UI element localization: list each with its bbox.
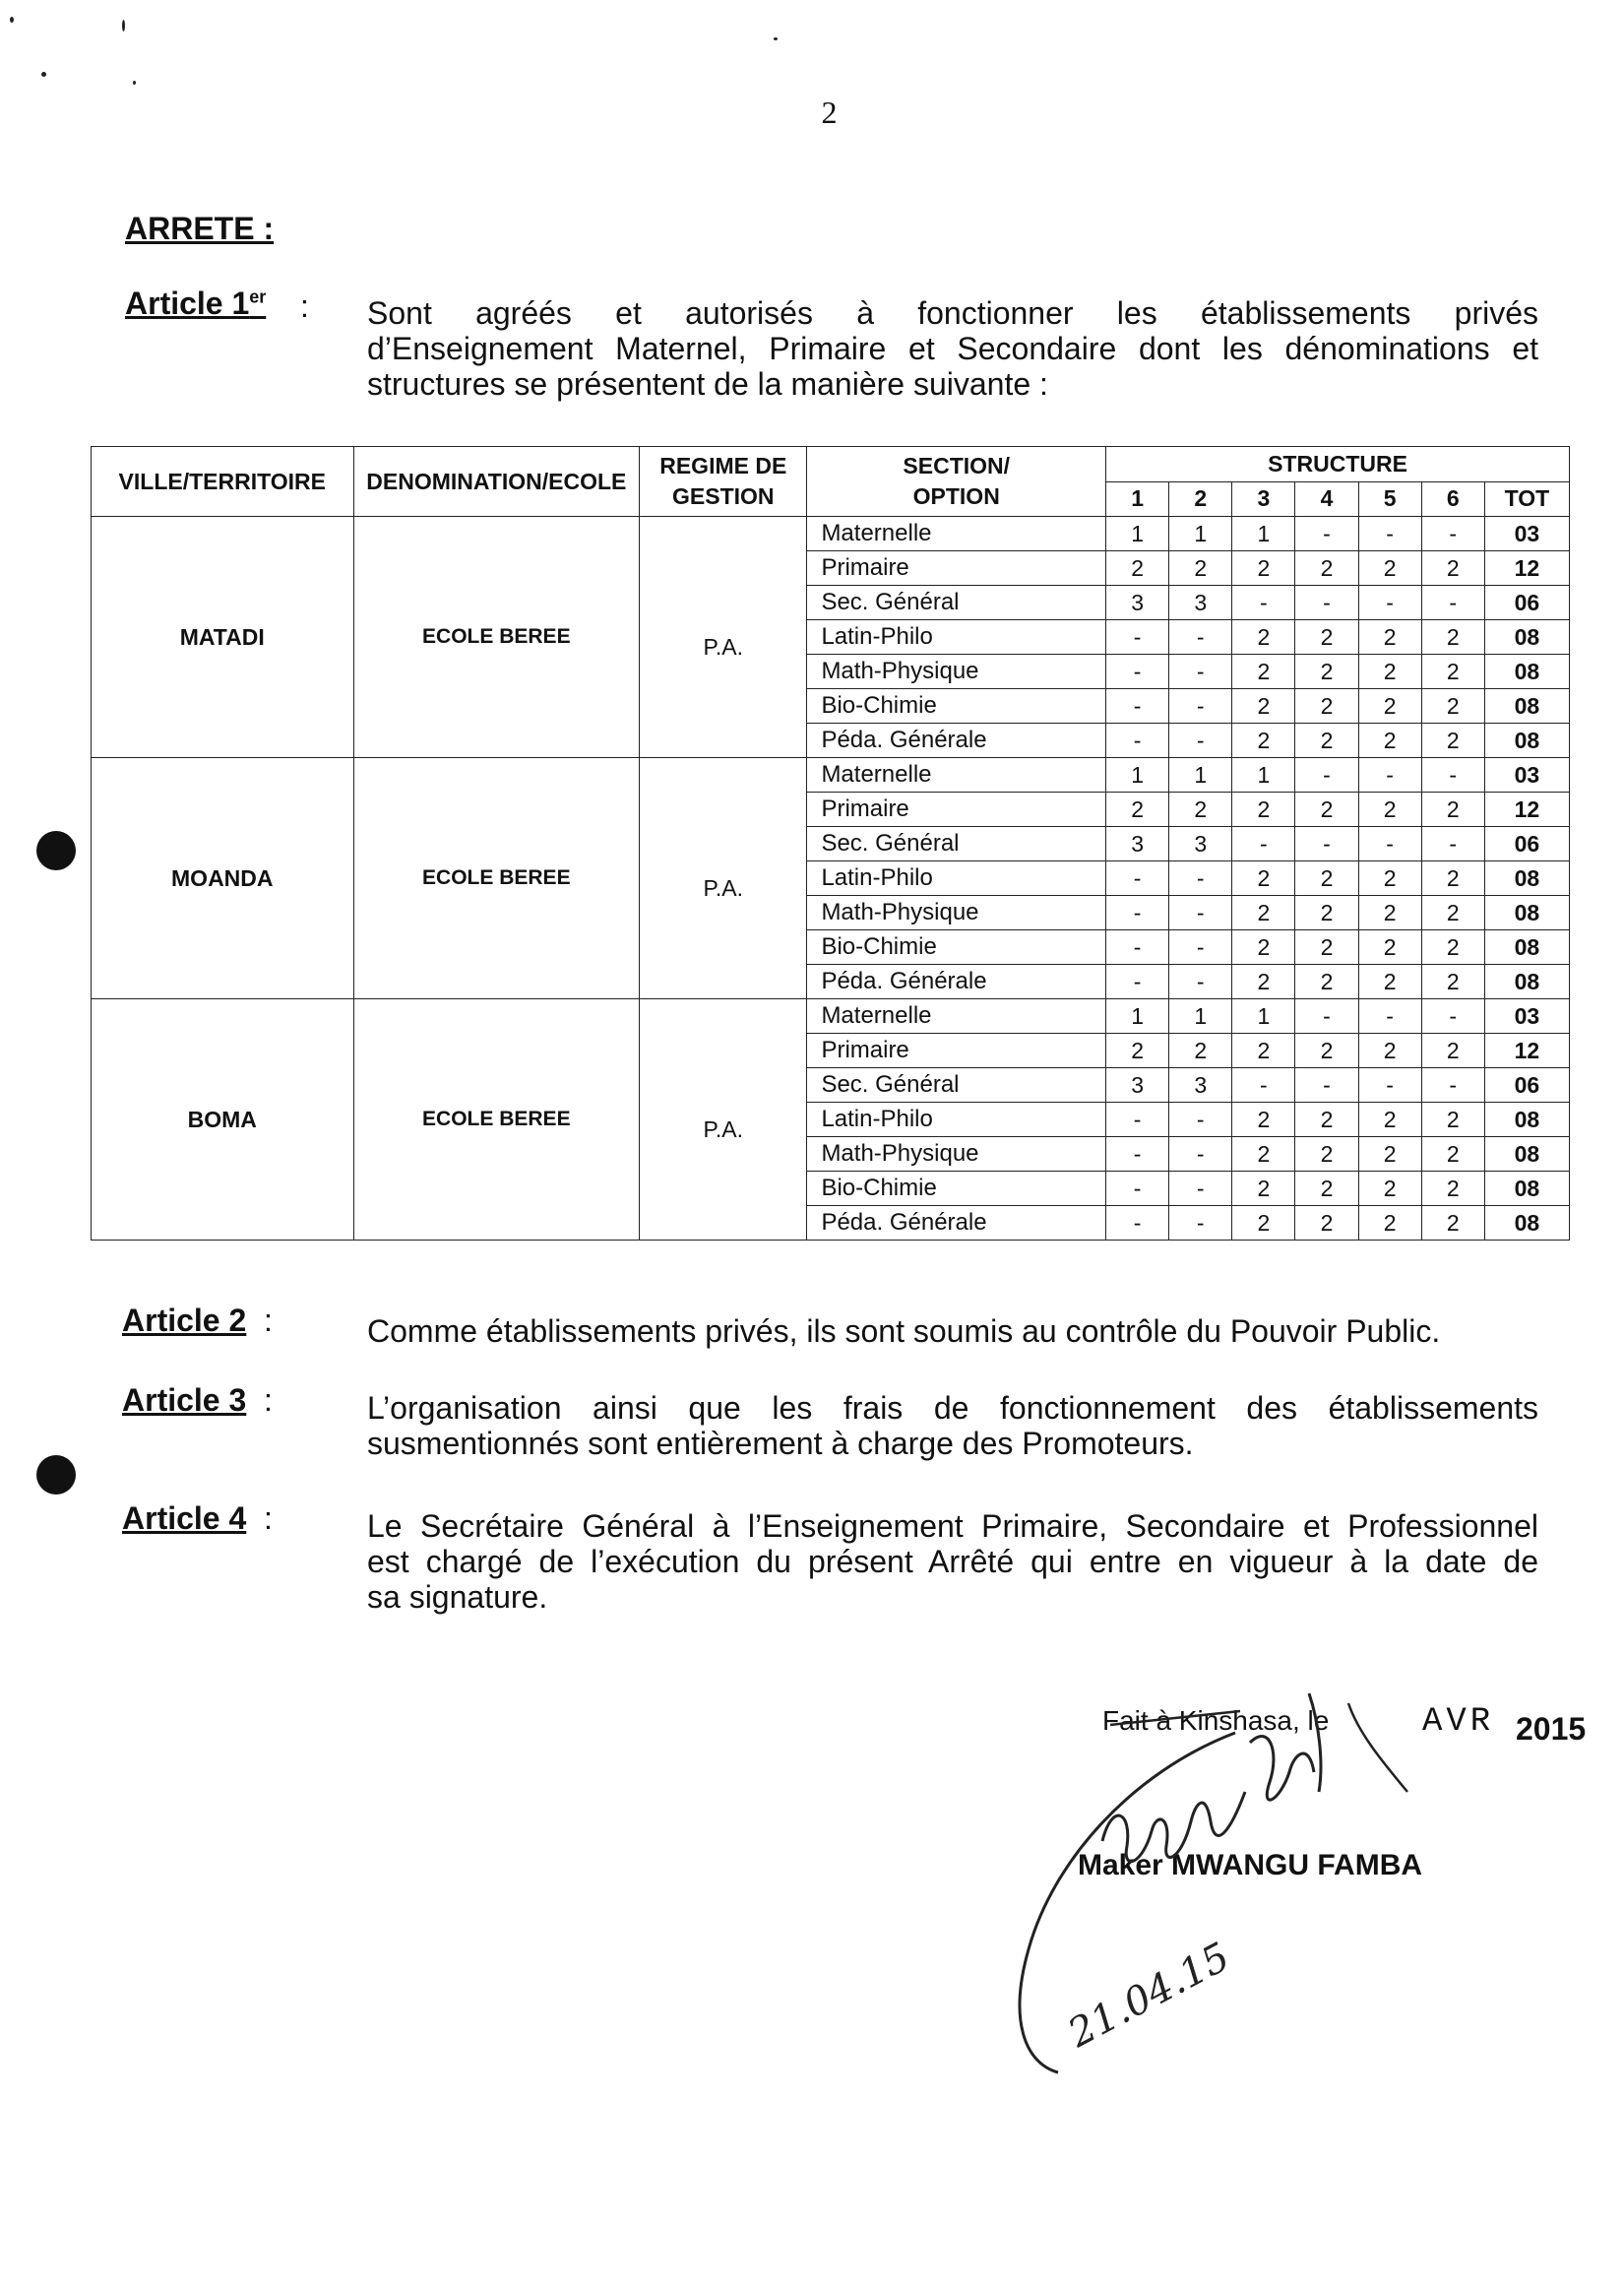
section-cell: Primaire [807,1034,1106,1068]
grade-cell: 2 [1358,655,1421,689]
section-cell: Primaire [807,551,1106,586]
grade-cell: 2 [1358,620,1421,655]
total-cell: 12 [1484,793,1569,827]
header-grade: 4 [1295,481,1358,517]
article-1-label-text: Article 1 [125,286,250,321]
grade-cell: - [1421,999,1484,1034]
header-structure: STRUCTURE [1106,447,1570,482]
grade-cell: 2 [1421,861,1484,896]
grade-cell: - [1169,1137,1232,1172]
article-3-label: Article 3 [122,1382,247,1418]
grade-cell: - [1169,1206,1232,1241]
grade-cell: 1 [1232,999,1295,1034]
total-cell: 08 [1484,896,1569,930]
grade-cell: - [1106,689,1169,724]
grade-cell: 2 [1295,965,1358,999]
total-cell: 12 [1484,1034,1569,1068]
section-cell: Péda. Générale [807,724,1106,758]
total-cell: 08 [1484,965,1569,999]
grade-cell: - [1232,586,1295,620]
city-cell: MATADI [92,517,354,758]
section-cell: Sec. Général [807,1068,1106,1103]
total-cell: 08 [1484,930,1569,965]
grade-cell: 2 [1232,896,1295,930]
header-grade: 3 [1232,481,1295,517]
header-grade: 5 [1358,481,1421,517]
grade-cell: 3 [1169,1068,1232,1103]
grade-cell: 1 [1106,999,1169,1034]
header-grade: 2 [1169,481,1232,517]
section-cell: Maternelle [807,758,1106,793]
grade-cell: 2 [1421,793,1484,827]
school-cell: ECOLE BEREE [353,999,640,1241]
grade-cell: - [1295,758,1358,793]
date-stamp: AVR [1422,1703,1495,1741]
article-1-line: structures se présentent de la manière suivante : [367,366,1048,402]
grade-cell: 2 [1358,930,1421,965]
grade-cell: 2 [1421,620,1484,655]
grade-cell: - [1169,655,1232,689]
grade-cell: - [1358,1068,1421,1103]
grade-cell: 2 [1421,689,1484,724]
grade-cell: 2 [1295,620,1358,655]
grade-cell: 2 [1232,689,1295,724]
punch-hole [36,831,76,870]
structure-table [91,446,1570,1241]
grade-cell: 2 [1358,1206,1421,1241]
grade-cell: 2 [1358,965,1421,999]
grade-cell: - [1106,896,1169,930]
grade-cell: 1 [1169,758,1232,793]
article-3-colon: : [264,1382,273,1418]
grade-cell: - [1106,861,1169,896]
grade-cell: - [1358,827,1421,861]
grade-cell: 2 [1295,551,1358,586]
grade-cell: 2 [1295,793,1358,827]
total-cell: 08 [1484,861,1569,896]
total-cell: 06 [1484,827,1569,861]
grade-cell: 2 [1421,930,1484,965]
grade-cell: 2 [1421,1206,1484,1241]
header-regime-line: GESTION [672,483,775,509]
header-grade: 1 [1106,481,1169,517]
header-school: DENOMINATION/ECOLE [353,447,640,517]
article-1-text [367,295,1538,402]
grade-cell: - [1232,1068,1295,1103]
grade-cell: 1 [1232,517,1295,551]
scan-speck [774,37,778,40]
grade-cell: 2 [1295,1137,1358,1172]
grade-cell: 2 [1295,1034,1358,1068]
signature-block [984,1684,1614,2097]
section-cell: Bio-Chimie [807,930,1106,965]
grade-cell: - [1358,999,1421,1034]
total-cell: 03 [1484,517,1569,551]
article-3-line: L’organisation ainsi que les frais de fonctionnement des établissements [367,1390,1538,1426]
article-2-text [367,1313,1538,1349]
grade-cell: 2 [1106,1034,1169,1068]
grade-cell: - [1295,586,1358,620]
grade-cell: - [1295,999,1358,1034]
scan-speck [122,20,125,32]
total-cell: 12 [1484,551,1569,586]
section-cell: Bio-Chimie [807,689,1106,724]
school-cell: ECOLE BEREE [353,517,640,758]
grade-cell: 2 [1358,861,1421,896]
total-cell: 03 [1484,999,1569,1034]
section-cell: Math-Physique [807,896,1106,930]
grade-cell: 2 [1295,1172,1358,1206]
grade-cell: 2 [1232,1034,1295,1068]
grade-cell: 1 [1169,517,1232,551]
grade-cell: 2 [1232,1172,1295,1206]
grade-cell: 2 [1232,724,1295,758]
total-cell: 03 [1484,758,1569,793]
regime-cell: P.A. [640,999,807,1241]
article-2-line: Comme établissements privés, ils sont soumis au contrôle du Pouvoir Public. [367,1313,1441,1349]
grade-cell: 2 [1358,689,1421,724]
grade-cell: 3 [1106,827,1169,861]
article-1-line: Sont agréés et autorisés à fonctionner les établissements privés [367,295,1538,331]
city-cell: MOANDA [92,758,354,999]
article-4-text [367,1508,1538,1615]
total-cell: 08 [1484,1103,1569,1137]
handwritten-signature [984,1684,1614,2097]
grade-cell: 3 [1169,827,1232,861]
article-4-colon: : [264,1500,273,1536]
total-cell: 06 [1484,586,1569,620]
grade-cell: 2 [1421,1103,1484,1137]
grade-cell: 2 [1421,1172,1484,1206]
grade-cell: - [1106,930,1169,965]
header-section-line: SECTION/ [903,453,1011,478]
total-cell: 08 [1484,620,1569,655]
article-1-line: d’Enseignement Maternel, Primaire et Secondaire dont les dénominations et [367,331,1538,366]
article-4-line: est chargé de l’exécution du présent Arrêté qui entre en vigueur à la date de [367,1544,1538,1579]
table-row [92,999,1570,1034]
grade-cell: 2 [1232,551,1295,586]
grade-cell: 2 [1421,896,1484,930]
article-4-label: Article 4 [122,1500,247,1536]
grade-cell: 2 [1169,793,1232,827]
date-year: 2015 [1516,1711,1587,1747]
article-2-label: Article 2 [122,1303,247,1338]
grade-cell: - [1295,517,1358,551]
grade-cell: - [1421,1068,1484,1103]
table-body [92,517,1570,1241]
section-cell: Maternelle [807,999,1106,1034]
grade-cell: 2 [1295,1103,1358,1137]
grade-cell: - [1169,930,1232,965]
article-3-text [367,1390,1538,1461]
grade-cell: 3 [1106,586,1169,620]
grade-cell: - [1106,1137,1169,1172]
total-cell: 08 [1484,689,1569,724]
grade-cell: 2 [1421,551,1484,586]
section-cell: Sec. Général [807,586,1106,620]
total-cell: 08 [1484,655,1569,689]
grade-cell: 3 [1169,586,1232,620]
section-cell: Maternelle [807,517,1106,551]
total-cell: 06 [1484,1068,1569,1103]
grade-cell: - [1169,689,1232,724]
signatory-name: Maker MWANGU FAMBA [1078,1849,1423,1881]
total-cell: 08 [1484,1206,1569,1241]
header-regime [640,447,807,517]
header-section-line: OPTION [912,483,1000,509]
grade-cell: 2 [1358,1172,1421,1206]
grade-cell: 2 [1358,724,1421,758]
grade-cell: - [1169,861,1232,896]
arrete-heading: ARRETE : [125,211,275,246]
grade-cell: 2 [1358,1137,1421,1172]
article-1-colon: : [300,288,309,324]
grade-cell: - [1169,965,1232,999]
grade-cell: 1 [1106,517,1169,551]
grade-cell: 3 [1106,1068,1169,1103]
grade-cell: - [1295,827,1358,861]
grade-cell: - [1358,586,1421,620]
grade-cell: 2 [1169,1034,1232,1068]
grade-cell: 2 [1295,896,1358,930]
scan-speck [41,72,46,77]
section-cell: Latin-Philo [807,620,1106,655]
grade-cell: 2 [1232,930,1295,965]
section-cell: Primaire [807,793,1106,827]
grade-cell: - [1421,586,1484,620]
section-cell: Latin-Philo [807,1103,1106,1137]
grade-cell: 2 [1295,724,1358,758]
grade-cell: - [1232,827,1295,861]
header-grade: TOT [1484,481,1569,517]
grade-cell: 2 [1358,896,1421,930]
section-cell: Sec. Général [807,827,1106,861]
grade-cell: - [1169,1172,1232,1206]
article-4-line: Le Secrétaire Général à l’Enseignement Primaire, Secondaire et Professionnel [367,1508,1538,1544]
scan-speck [133,81,136,85]
section-cell: Math-Physique [807,655,1106,689]
punch-hole [36,1455,76,1495]
grade-cell: 2 [1232,1103,1295,1137]
section-cell: Latin-Philo [807,861,1106,896]
grade-cell: 2 [1232,620,1295,655]
grade-cell: 2 [1232,1137,1295,1172]
table-row [92,758,1570,793]
grade-cell: 2 [1295,930,1358,965]
header-grade: 6 [1421,481,1484,517]
grade-cell: 2 [1421,1137,1484,1172]
regime-cell: P.A. [640,758,807,999]
grade-cell: - [1106,965,1169,999]
grade-cell: 2 [1106,551,1169,586]
grade-cell: 2 [1169,551,1232,586]
regime-cell: P.A. [640,517,807,758]
grade-cell: - [1106,620,1169,655]
grade-cell: 2 [1358,1103,1421,1137]
grade-cell: 1 [1232,758,1295,793]
scan-speck [10,17,14,23]
grade-cell: - [1421,827,1484,861]
grade-cell: - [1421,758,1484,793]
grade-cell: - [1169,1103,1232,1137]
grade-cell: 2 [1106,793,1169,827]
section-cell: Péda. Générale [807,965,1106,999]
svg-text:21.04.15: 21.04.15 [1061,1934,1237,2057]
section-cell: Math-Physique [807,1137,1106,1172]
city-cell: BOMA [92,999,354,1241]
total-cell: 08 [1484,1137,1569,1172]
grade-cell: - [1358,758,1421,793]
grade-cell: 2 [1421,1034,1484,1068]
grade-cell: 2 [1295,1206,1358,1241]
grade-cell: 2 [1295,655,1358,689]
section-cell: Bio-Chimie [807,1172,1106,1206]
grade-cell: - [1106,655,1169,689]
grade-cell: 2 [1358,793,1421,827]
grade-cell: - [1106,1103,1169,1137]
grade-cell: 2 [1421,965,1484,999]
place-date: Fait à Kinshasa, le [1102,1705,1330,1736]
article-1-label [125,286,266,322]
grade-cell: 1 [1106,758,1169,793]
grade-cell: 2 [1232,655,1295,689]
article-3-line: susmentionnés sont entièrement à charge des Promoteurs. [367,1426,1194,1461]
grade-cell: 2 [1295,689,1358,724]
grade-cell: - [1295,1068,1358,1103]
total-cell: 08 [1484,1172,1569,1206]
page-number: 2 [821,95,838,130]
grade-cell: 2 [1421,724,1484,758]
grade-cell: - [1106,724,1169,758]
school-cell: ECOLE BEREE [353,758,640,999]
grade-cell: 2 [1295,861,1358,896]
grade-cell: 2 [1358,551,1421,586]
total-cell: 08 [1484,724,1569,758]
header-regime-line: REGIME DE [659,453,787,478]
grade-cell: 2 [1358,1034,1421,1068]
grade-cell: 1 [1169,999,1232,1034]
article-1-label-sup: er [249,286,267,307]
grade-cell: - [1358,517,1421,551]
article-2-colon: : [264,1303,273,1338]
header-city: VILLE/TERRITOIRE [92,447,354,517]
grade-cell: - [1421,517,1484,551]
article-4-line: sa signature. [367,1579,548,1615]
grade-cell: - [1169,896,1232,930]
grade-cell: - [1106,1172,1169,1206]
grade-cell: 2 [1232,965,1295,999]
grade-cell: 2 [1232,1206,1295,1241]
section-cell: Péda. Générale [807,1206,1106,1241]
grade-cell: 2 [1232,861,1295,896]
grade-cell: 2 [1232,793,1295,827]
table-row [92,517,1570,551]
grade-cell: - [1106,1206,1169,1241]
grade-cell: 2 [1421,655,1484,689]
header-section [807,447,1106,517]
grade-cell: - [1169,620,1232,655]
grade-cell: - [1169,724,1232,758]
